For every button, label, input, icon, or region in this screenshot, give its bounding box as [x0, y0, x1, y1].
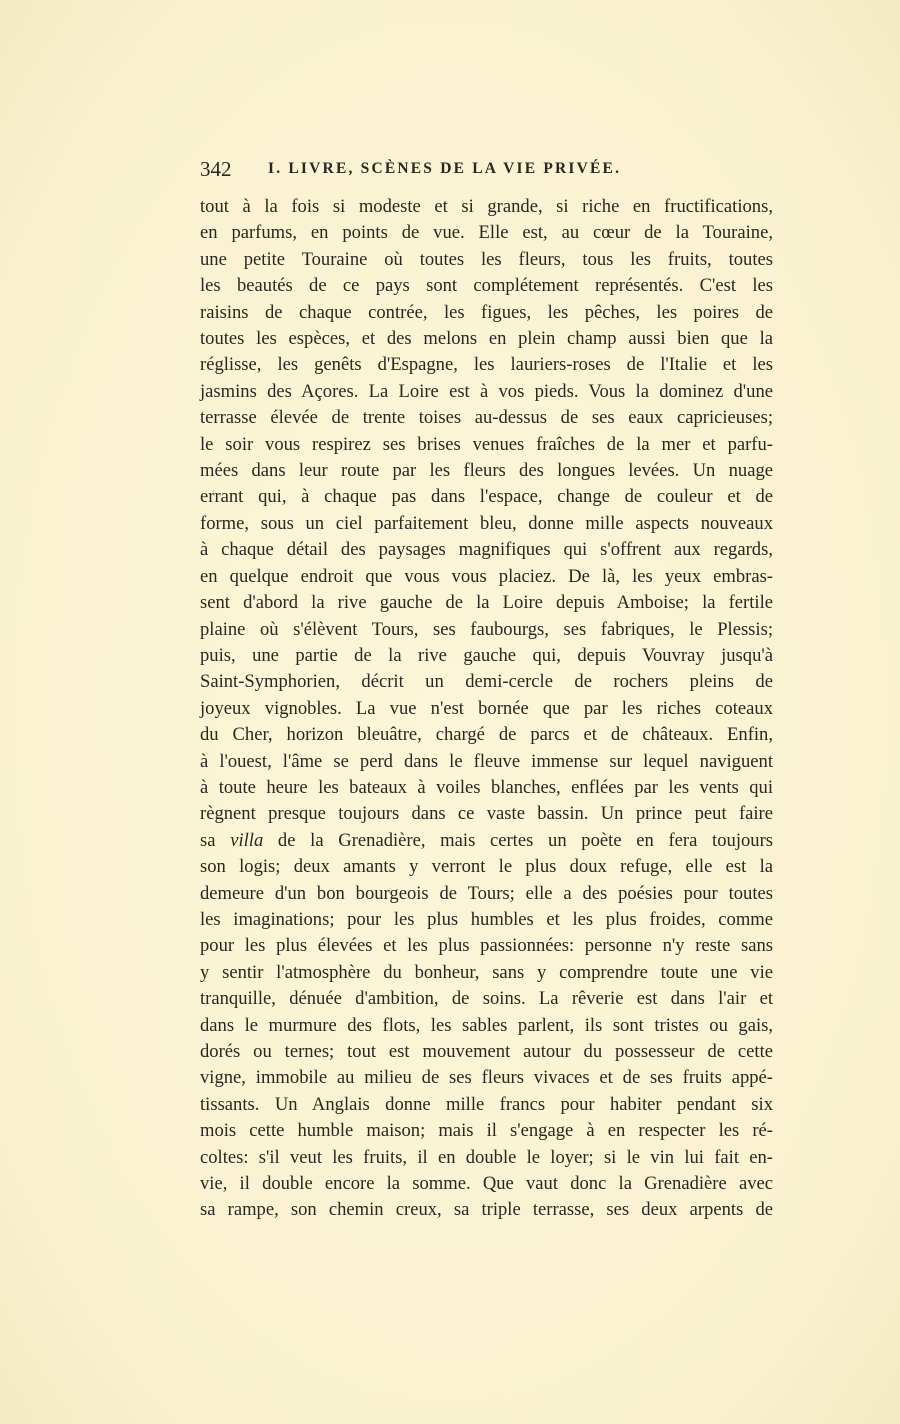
text-line: raisins de chaque contrée, les figues, les pêches, les poires de [200, 301, 773, 323]
text-line: sa villa de la Grenadière, mais certes un poète en fera toujours [200, 829, 774, 851]
text-line: mées dans leur route par les fleurs des longues levées. Un nuage [200, 460, 773, 482]
text-line: dorés ou ternes; tout est mouvement autour du possesseur de cette [200, 1041, 773, 1062]
text-line: vigne, immobile au milieu de ses fleurs vivaces et de ses fruits appé- [200, 1067, 773, 1089]
text-line: dans le murmure des flots, les sables parlent, ils sont tristes ou gais, [200, 1014, 773, 1036]
text-line: toutes les espèces, et des melons en plein champ aussi bien que la [200, 328, 773, 350]
text-line: réglisse, les genêts d'Espagne, les lauriers-roses de l'Italie et les [200, 354, 773, 376]
text-line: tout à la fois si modeste et si grande, si riche en fructifications, [200, 196, 773, 217]
text-line: en quelque endroit que vous vous placiez. De là, les yeux embras- [200, 565, 773, 587]
text-line: tissants. Un Anglais donne mille francs pour habiter pendant six [200, 1093, 773, 1115]
text-line: pour les plus élevées et les plus passionnées: personne n'y reste sans [200, 935, 773, 957]
text-line: coltes: s'il veut les fruits, il en double le loyer; si le vin lui fait en- [200, 1146, 773, 1168]
page-header [200, 157, 773, 185]
text-line: joyeux vignobles. La vue n'est bornée que par les riches coteaux [200, 697, 773, 719]
body-text [200, 194, 773, 1224]
text-line: à l'ouest, l'âme se perd dans le fleuve immense sur lequel naviguent [200, 750, 773, 772]
text-line: demeure d'un bon bourgeois de Tours; elle a des poésies pour toutes [200, 882, 773, 904]
text-line: mois cette humble maison; mais il s'engage à en respecter les ré- [200, 1120, 773, 1142]
running-title: I. LIVRE, SCÈNES DE LA VIE PRIVÉE. [268, 160, 622, 177]
text-line: vie, il double encore la somme. Que vaut donc la Grenadière avec [200, 1173, 773, 1195]
text-line: les beautés de ce pays sont complétement représentés. C'est les [200, 275, 773, 297]
text-line: tranquille, dénuée d'ambition, de soins. La rêverie est dans l'air et [200, 988, 773, 1010]
text-line: y sentir l'atmosphère du bonheur, sans y comprendre toute une vie [200, 961, 773, 983]
text-line: en parfums, en points de vue. Elle est, au cœur de la Touraine, [200, 222, 773, 244]
page-number: 342 [200, 157, 232, 181]
text-line: Saint-Symphorien, décrit un demi-cercle de rochers pleins de [200, 671, 773, 693]
text-line: errant qui, à chaque pas dans l'espace, change de couleur et de [200, 486, 773, 508]
text-line: jasmins des Açores. La Loire est à vos pieds. Vous la dominez d'une [200, 380, 773, 402]
text-line: sa rampe, son chemin creux, sa triple terrasse, ses deux arpents de [200, 1199, 773, 1221]
text-line: une petite Touraine où toutes les fleurs, tous les fruits, toutes [200, 248, 773, 270]
text-line: son logis; deux amants y verront le plus doux refuge, elle est la [200, 856, 773, 878]
text-line: sent d'abord la rive gauche de la Loire depuis Amboise; la fertile [200, 592, 773, 614]
italic-word: villa [230, 829, 264, 851]
text-line: terrasse élevée de trente toises au-dessus de ses eaux capricieuses; [200, 407, 773, 429]
text-line: les imaginations; pour les plus humbles et les plus froides, comme [200, 908, 773, 930]
text-line: le soir vous respirez ses brises venues fraîches de la mer et parfu- [200, 433, 773, 455]
text-line: puis, une partie de la rive gauche qui, depuis Vouvray jusqu'à [200, 644, 773, 666]
text-line: du Cher, horizon bleuâtre, chargé de parcs et de châteaux. Enfin, [200, 724, 773, 746]
text-line: forme, sous un ciel parfaitement bleu, donne mille aspects nouveaux [200, 512, 773, 534]
text-line: à toute heure les bateaux à voiles blanches, enflées par les vents qui [200, 776, 773, 798]
text-line: à chaque détail des paysages magnifiques qui s'offrent aux regards, [200, 539, 773, 561]
text-line: règnent presque toujours dans ce vaste bassin. Un prince peut faire [200, 803, 773, 825]
text-line: plaine où s'élèvent Tours, ses faubourgs, ses fabriques, le Plessis; [200, 618, 773, 640]
